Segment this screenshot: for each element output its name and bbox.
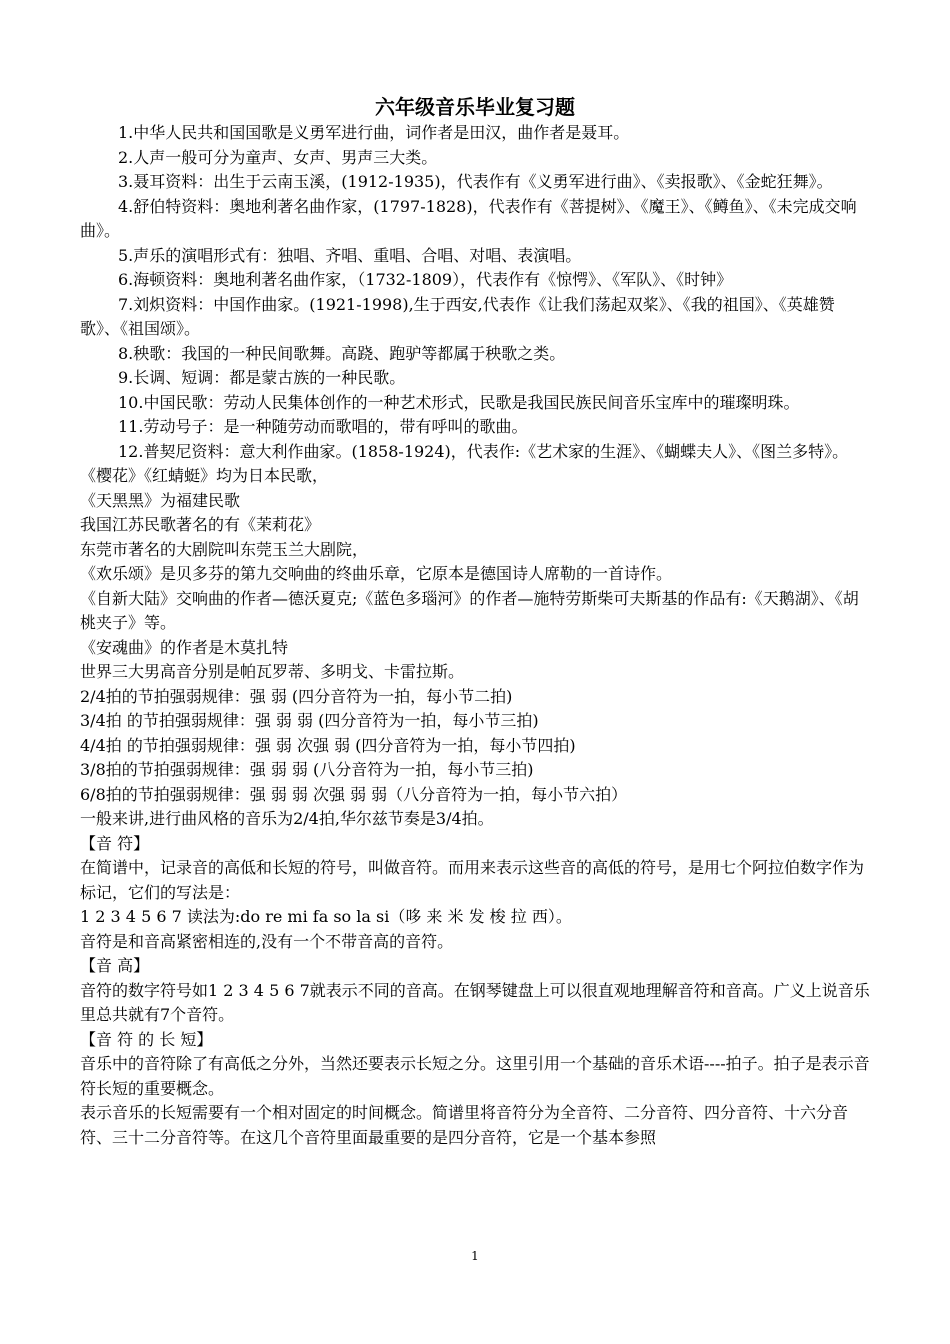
numbered-item-8: 8.秧歌：我国的一种民间歌舞。高跷、跑驴等都属于秧歌之类。 — [118, 343, 566, 363]
numbered-item-10: 10.中国民歌：劳动人民集体创作的一种艺术形式，民歌是我国民族民间音乐宝库中的璀璨明珠。 — [118, 392, 800, 412]
section-paragraph: 音乐中的音符除了有高低之分外，当然还要表示长短之分。这里引用一个基础的音乐术语----拍子。拍子是表示音符长短的重要概念。 — [80, 1054, 870, 1098]
numbered-item-3: 3.聂耳资料：出生于云南玉溪，(1912-1935)，代表作有《义勇军进行曲》、《卖报歌》、《金蛇狂舞》。 — [118, 172, 833, 191]
fact-line: 《自新大陆》交响曲的作者—德沃夏克;《蓝色多瑙河》的作者—施特劳斯柴可夫斯基的作品有:《天鹅湖》、《胡桃夹子》等。 — [80, 588, 859, 632]
page-number: 1 — [471, 1249, 479, 1263]
fact-line: 《安魂曲》的作者是木莫扎特 — [80, 637, 289, 657]
fact-line: 东莞市著名的大剧院叫东莞玉兰大剧院， — [80, 539, 369, 559]
section-heading-notes: 【音 符】 — [80, 833, 150, 853]
section-paragraph: 音符是和音高紧密相连的,没有一个不带音高的音符。 — [80, 931, 454, 951]
meter-rule-line: 6/8拍的节拍强弱规律：强 弱 弱 次强 弱 弱（八分音符为一拍，每小节六拍） — [80, 784, 628, 804]
fact-line: 世界三大男高音分别是帕瓦罗蒂、多明戈、卡雷拉斯。 — [80, 662, 465, 681]
section-paragraph: 1 2 3 4 5 6 7 读法为:do re mi fa so la si（哆 来 米 发 梭 拉 西）。 — [80, 907, 572, 926]
section-heading-note-length: 【音 符 的 长 短】 — [80, 1029, 213, 1049]
numbered-item-12: 12.普契尼资料：意大利作曲家。(1858-1924)，代表作:《艺术家的生涯》、《蝴蝶夫人》、《图兰多特》。 — [118, 441, 849, 461]
section-paragraph: 音符的数字符号如1 2 3 4 5 6 7就表示不同的音高。在钢琴键盘上可以很直观地理解音符和音高。广义上说音乐里总共就有7个音符。 — [80, 980, 870, 1024]
meter-rule-line: 3/8拍的节拍强弱规律：强 弱 弱 (八分音符为一拍，每小节三拍) — [80, 760, 534, 779]
fact-line: 《樱花》《红蜻蜓》均为日本民歌， — [80, 466, 329, 485]
meter-rule-line: 4/4拍 的节拍强弱规律：强 弱 次强 弱 (四分音符为一拍，每小节四拍) — [80, 735, 576, 755]
document-title: 六年级音乐毕业复习题 — [375, 95, 575, 119]
fact-line: 《天黑黑》为福建民歌 — [80, 490, 241, 510]
fact-line: 我国江苏民歌著名的有《茉莉花》 — [80, 515, 321, 534]
section-paragraph: 在简谱中，记录音的高低和长短的符号，叫做音符。而用来表示这些音的高低的符号，是用七个阿拉伯数字作为标记，它们的写法是： — [80, 858, 865, 902]
fact-line: 一般来讲,进行曲风格的音乐为2/4拍,华尔兹节奏是3/4拍。 — [80, 809, 494, 828]
section-paragraph: 表示音乐的长短需要有一个相对固定的时间概念。简谱里将音符分为全音符、二分音符、四分音符、十六分音符、三十二分音符等。在这几个音符里面最重要的是四分音符，它是一个基本参照 — [80, 1103, 849, 1147]
section-heading-pitch: 【音 高】 — [80, 956, 150, 975]
document-body — [80, 121, 872, 1150]
numbered-item-9: 9.长调、短调：都是蒙古族的一种民歌。 — [118, 368, 406, 387]
meter-rule-line: 3/4拍 的节拍强弱规律：强 弱 弱 (四分音符为一拍，每小节三拍) — [80, 711, 539, 730]
numbered-item-2: 2.人声一般可分为童声、女声、男声三大类。 — [118, 147, 438, 167]
numbered-item-7: 7.刘炽资料：中国作曲家。(1921-1998),生于西安,代表作《让我们荡起双桨》、《我的祖国》、《英雄赞歌》、《祖国颂》。 — [80, 294, 835, 338]
numbered-item-11: 11.劳动号子：是一种随劳动而歌唱的，带有呼叫的歌曲。 — [118, 417, 528, 436]
meter-rule-line: 2/4拍的节拍强弱规律：强 弱 (四分音符为一拍，每小节二拍) — [80, 686, 513, 706]
numbered-item-1: 1.中华人民共和国国歌是义勇军进行曲，词作者是田汉，曲作者是聂耳。 — [118, 123, 630, 142]
numbered-item-5: 5.声乐的演唱形式有：独唱、齐唱、重唱、合唱、对唱、表演唱。 — [118, 245, 582, 265]
numbered-item-4: 4.舒伯特资料：奥地利著名曲作家，(1797-1828)，代表作有《菩提树》、《魔王》、《鳟鱼》、《未完成交响曲》。 — [80, 196, 857, 240]
numbered-item-6: 6.海顿资料：奥地利著名曲作家，（1732-1809），代表作有《惊愕》、《军队》、《时钟》 — [118, 270, 733, 289]
fact-line: 《欢乐颂》是贝多芬的第九交响曲的终曲乐章，它原本是德国诗人席勒的一首诗作。 — [80, 564, 673, 583]
